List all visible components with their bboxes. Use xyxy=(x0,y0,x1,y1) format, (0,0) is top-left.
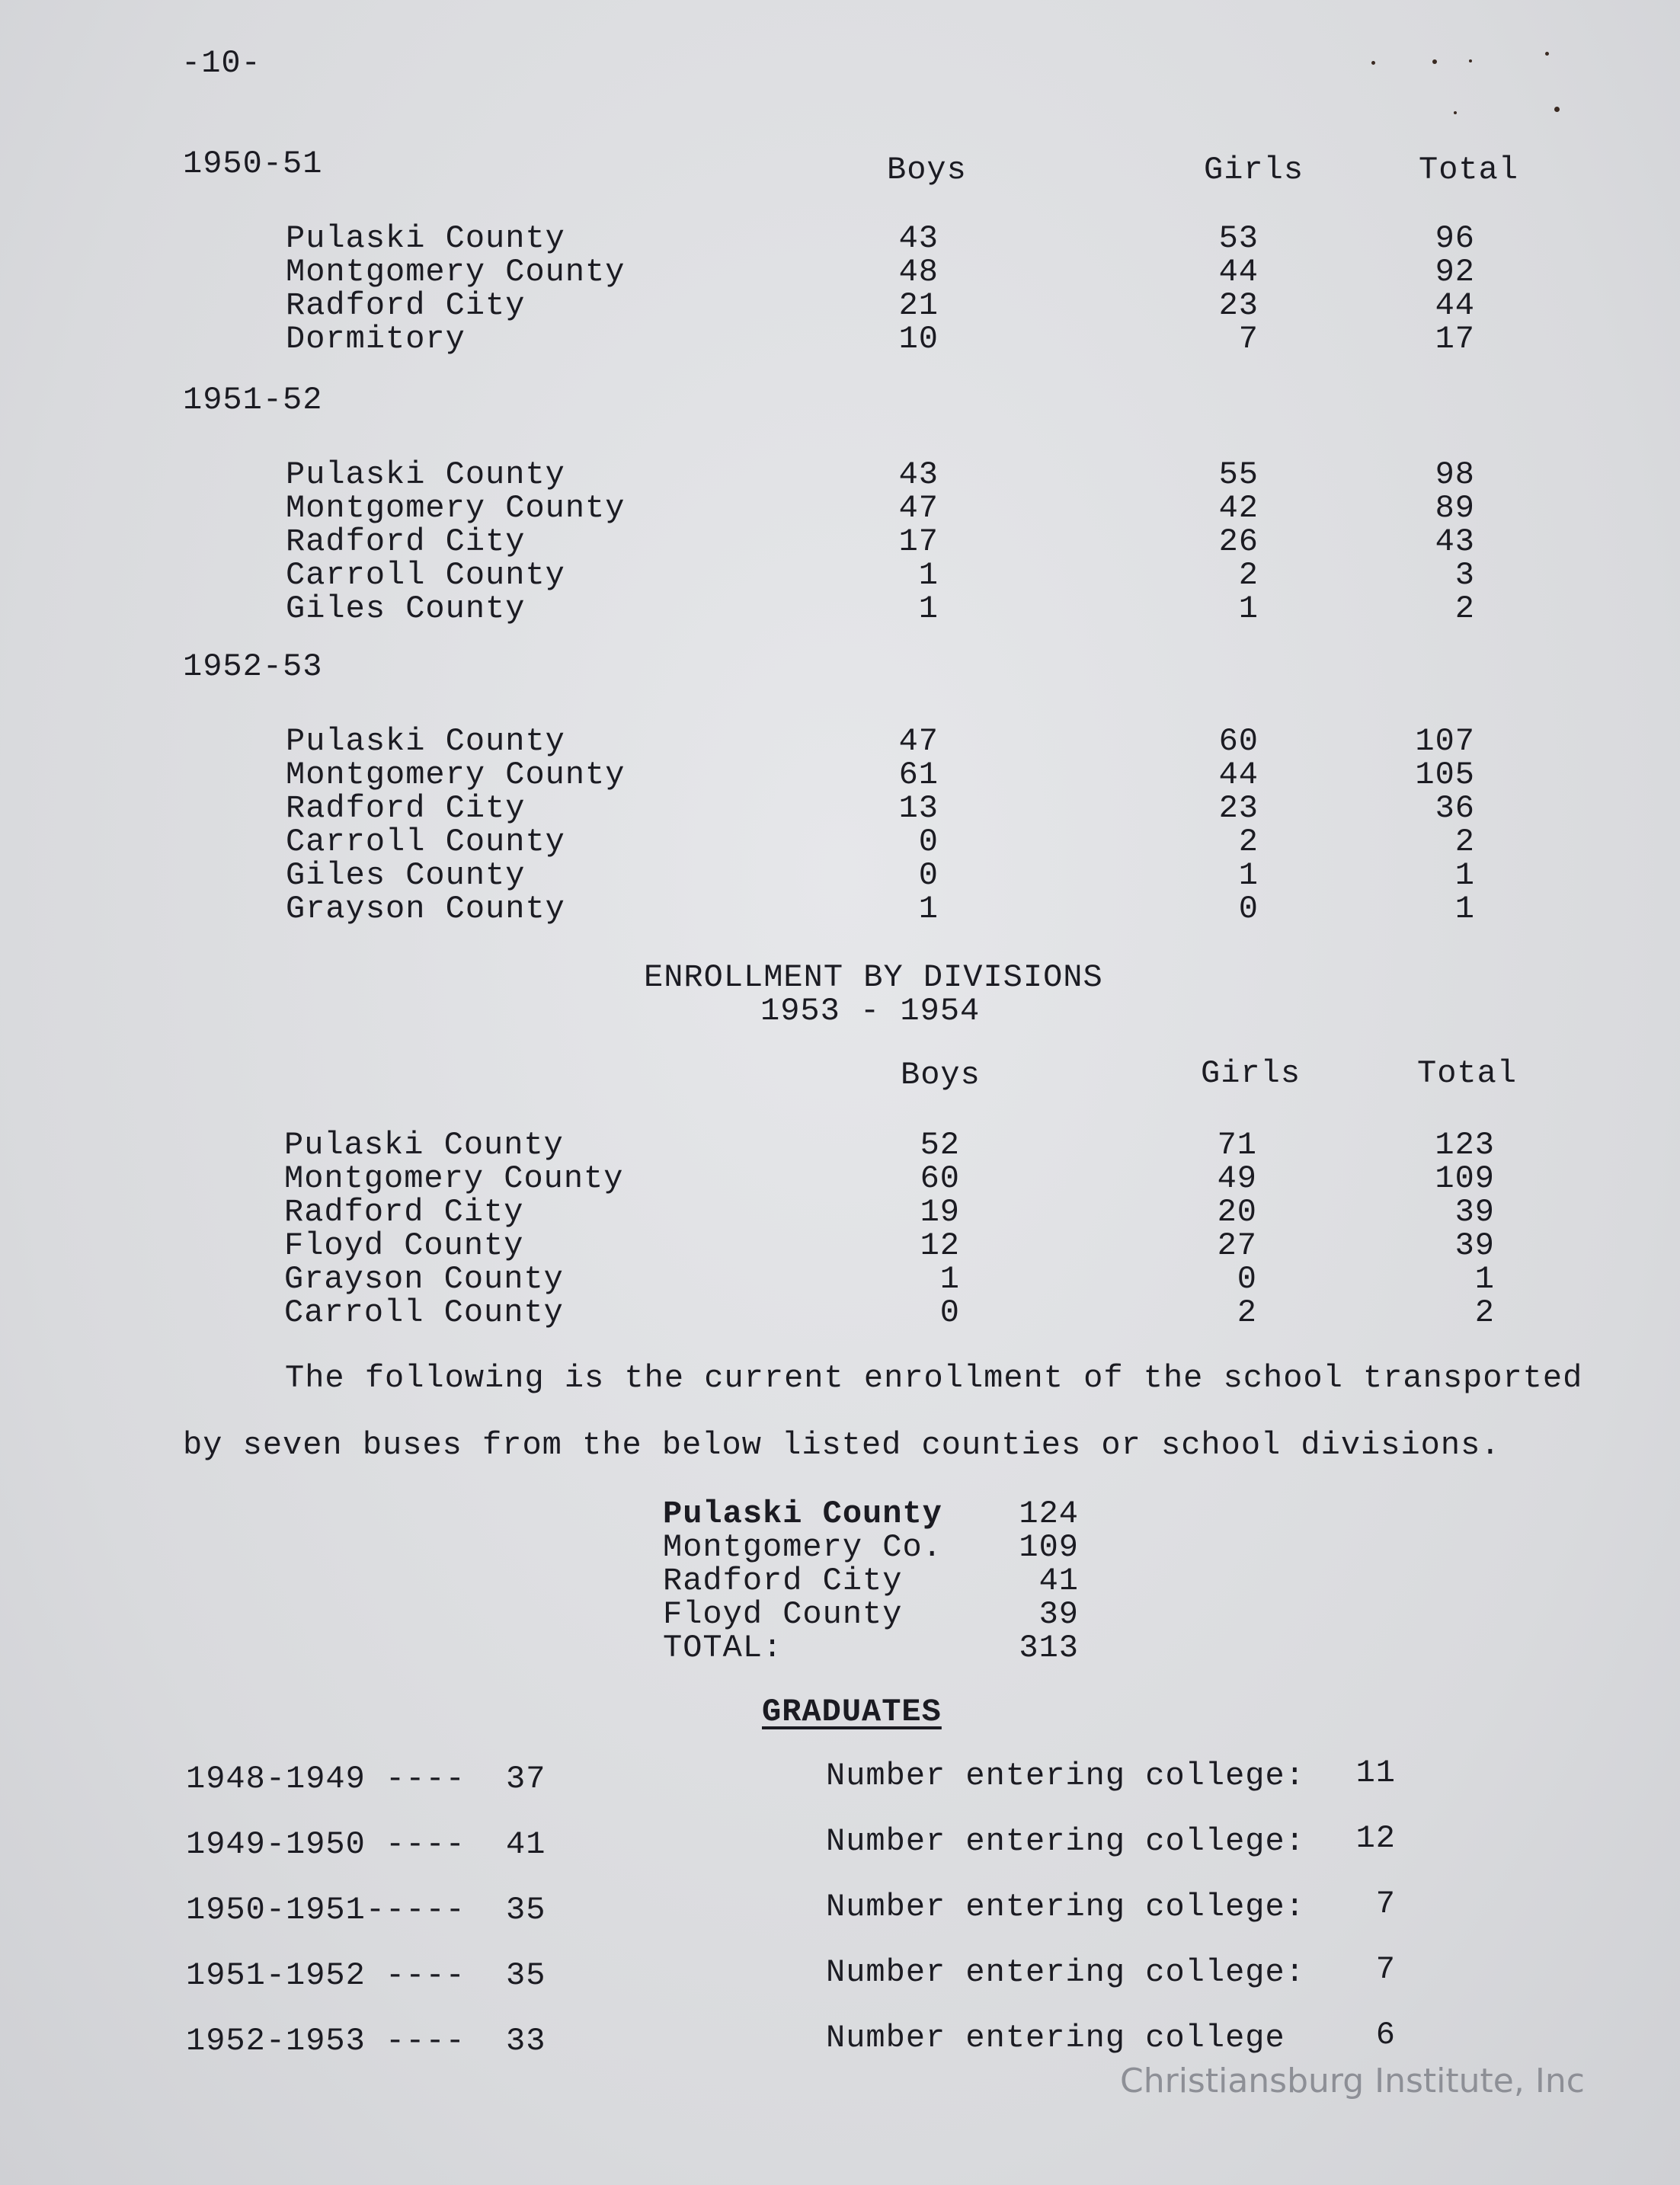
table-cell-total: 96 xyxy=(1435,220,1475,257)
table-cell-girls: 23 xyxy=(1218,287,1259,324)
table-cell-boys: 13 xyxy=(898,790,939,827)
table-row-name: Radford City xyxy=(286,790,526,827)
table-cell-boys: 1 xyxy=(918,891,939,927)
table-cell-girls: 53 xyxy=(1218,220,1259,257)
table-cell-total: 44 xyxy=(1435,287,1475,324)
table-cell-total: 105 xyxy=(1415,757,1475,793)
table-row-name: Pulaski County xyxy=(286,723,565,760)
table-cell-girls: 55 xyxy=(1218,456,1259,493)
paper-speck xyxy=(1371,61,1375,65)
graduates-count: 37 xyxy=(506,1761,546,1797)
paragraph-line: The following is the current enrollment of the school transported xyxy=(285,1360,1583,1396)
bus-row-value: 41 xyxy=(1038,1563,1079,1599)
graduates-college-count: 11 xyxy=(1355,1755,1396,1791)
table-row-name: Grayson County xyxy=(286,891,565,927)
divisions-title: ENROLLMENT BY DIVISIONS xyxy=(644,959,1103,996)
divisions-year: 1953 - 1954 xyxy=(760,993,981,1029)
table-cell-boys: 1 xyxy=(918,590,939,627)
graduates-count: 33 xyxy=(506,2023,546,2059)
graduates-label: Number entering college: xyxy=(826,1758,1305,1794)
table-cell-girls: 26 xyxy=(1218,523,1259,560)
table-cell-total: 43 xyxy=(1435,523,1475,560)
table-cell-total: 123 xyxy=(1435,1127,1495,1163)
table-cell-boys: 10 xyxy=(898,321,939,357)
table-cell-girls: 44 xyxy=(1218,254,1259,290)
watermark: Christiansburg Institute, Inc xyxy=(1120,2062,1585,2100)
graduates-college-count: 7 xyxy=(1375,1951,1396,1988)
table-row-name: Radford City xyxy=(286,287,526,324)
graduates-college-count: 6 xyxy=(1375,2017,1396,2053)
graduates-year: 1949-1950 ---- xyxy=(186,1826,466,1863)
table-cell-boys: 12 xyxy=(920,1227,960,1264)
paper-speck xyxy=(1545,52,1549,56)
paper-speck xyxy=(1469,59,1472,62)
table-cell-boys: 0 xyxy=(918,857,939,894)
divisions-header-boys: Boys xyxy=(901,1057,981,1093)
graduates-year: 1948-1949 ---- xyxy=(186,1761,466,1797)
table-cell-girls: 44 xyxy=(1218,757,1259,793)
section-year-heading: 1952-53 xyxy=(183,648,323,685)
graduates-college-count: 7 xyxy=(1375,1886,1396,1922)
table-cell-girls: 1 xyxy=(1238,857,1259,894)
bus-row-value: 109 xyxy=(1019,1529,1079,1566)
table-row-name: Pulaski County xyxy=(286,456,565,493)
section-year-heading: 1951-52 xyxy=(183,382,323,418)
paragraph-line: by seven buses from the below listed counties or school divisions. xyxy=(183,1427,1501,1464)
table-row-name: Radford City xyxy=(284,1194,524,1230)
table-cell-total: 39 xyxy=(1454,1194,1495,1230)
table-row-name: Pulaski County xyxy=(286,220,565,257)
graduates-label: Number entering college: xyxy=(826,1823,1305,1860)
table-row-name: Giles County xyxy=(286,857,526,894)
bus-row-name: TOTAL: xyxy=(663,1630,783,1666)
table-cell-boys: 60 xyxy=(920,1160,960,1197)
table-cell-boys: 48 xyxy=(898,254,939,290)
graduates-count: 41 xyxy=(506,1826,546,1863)
table-cell-boys: 52 xyxy=(920,1127,960,1163)
table-cell-boys: 0 xyxy=(918,824,939,860)
bus-row-name: Floyd County xyxy=(663,1596,903,1633)
graduates-year: 1951-1952 ---- xyxy=(186,1957,466,1994)
page-number: -10- xyxy=(181,45,261,82)
table-cell-total: 3 xyxy=(1454,557,1475,593)
table-cell-girls: 27 xyxy=(1217,1227,1257,1264)
graduates-year: 1950-1951----- xyxy=(186,1892,466,1928)
table-cell-girls: 20 xyxy=(1217,1194,1257,1230)
table-cell-boys: 1 xyxy=(939,1261,960,1297)
table-cell-girls: 60 xyxy=(1218,723,1259,760)
table-row-name: Radford City xyxy=(286,523,526,560)
table-cell-girls: 1 xyxy=(1238,590,1259,627)
paper-speck xyxy=(1554,107,1560,112)
graduates-title: GRADUATES xyxy=(762,1694,942,1730)
table-row-name: Dormitory xyxy=(286,321,466,357)
table-row-name: Montgomery County xyxy=(286,254,626,290)
section-year-heading: 1950-51 xyxy=(183,146,323,182)
column-header-boys: Boys xyxy=(887,152,967,188)
table-row-name: Pulaski County xyxy=(284,1127,564,1163)
divisions-header-girls: Girls xyxy=(1201,1055,1301,1092)
table-cell-boys: 47 xyxy=(898,723,939,760)
table-cell-total: 1 xyxy=(1454,857,1475,894)
table-cell-total: 36 xyxy=(1435,790,1475,827)
graduates-count: 35 xyxy=(506,1892,546,1928)
column-header-total: Total xyxy=(1419,152,1519,188)
table-cell-boys: 47 xyxy=(898,490,939,526)
graduates-label: Number entering college: xyxy=(826,1889,1305,1925)
graduates-college-count: 12 xyxy=(1355,1820,1396,1857)
table-row-name: Grayson County xyxy=(284,1261,564,1297)
table-cell-girls: 49 xyxy=(1217,1160,1257,1197)
table-cell-boys: 43 xyxy=(898,220,939,257)
table-cell-girls: 2 xyxy=(1237,1294,1257,1331)
bus-row-value: 124 xyxy=(1019,1496,1079,1532)
table-cell-girls: 7 xyxy=(1238,321,1259,357)
table-cell-girls: 0 xyxy=(1237,1261,1257,1297)
table-cell-total: 107 xyxy=(1415,723,1475,760)
table-row-name: Montgomery County xyxy=(286,757,626,793)
table-cell-girls: 71 xyxy=(1217,1127,1257,1163)
table-cell-boys: 19 xyxy=(920,1194,960,1230)
table-row-name: Floyd County xyxy=(284,1227,524,1264)
column-header-girls: Girls xyxy=(1204,152,1304,188)
graduates-label: Number entering college: xyxy=(826,1954,1305,1991)
table-cell-total: 2 xyxy=(1454,824,1475,860)
bus-row-name: Radford City xyxy=(663,1563,903,1599)
table-cell-boys: 21 xyxy=(898,287,939,324)
graduates-label: Number entering college xyxy=(826,2020,1285,2056)
table-cell-girls: 0 xyxy=(1238,891,1259,927)
divisions-header-total: Total xyxy=(1417,1055,1518,1092)
table-row-name: Giles County xyxy=(286,590,526,627)
table-row-name: Carroll County xyxy=(286,557,565,593)
table-cell-total: 98 xyxy=(1435,456,1475,493)
table-cell-girls: 2 xyxy=(1238,824,1259,860)
table-cell-boys: 61 xyxy=(898,757,939,793)
paper-speck xyxy=(1432,59,1437,64)
table-cell-total: 1 xyxy=(1474,1261,1495,1297)
table-cell-total: 39 xyxy=(1454,1227,1495,1264)
table-cell-total: 109 xyxy=(1435,1160,1495,1197)
table-cell-boys: 1 xyxy=(918,557,939,593)
table-cell-boys: 17 xyxy=(898,523,939,560)
graduates-count: 35 xyxy=(506,1957,546,1994)
table-row-name: Montgomery County xyxy=(286,490,626,526)
table-cell-boys: 0 xyxy=(939,1294,960,1331)
bus-row-value: 313 xyxy=(1019,1630,1079,1666)
table-row-name: Carroll County xyxy=(286,824,565,860)
table-cell-boys: 43 xyxy=(898,456,939,493)
bus-row-name: Pulaski County xyxy=(663,1496,942,1532)
paper-speck xyxy=(1454,111,1457,114)
bus-row-name: Montgomery Co. xyxy=(663,1529,942,1566)
table-row-name: Carroll County xyxy=(284,1294,564,1331)
table-cell-total: 2 xyxy=(1454,590,1475,627)
table-cell-girls: 2 xyxy=(1238,557,1259,593)
table-cell-girls: 23 xyxy=(1218,790,1259,827)
graduates-year: 1952-1953 ---- xyxy=(186,2023,466,2059)
table-cell-total: 17 xyxy=(1435,321,1475,357)
bus-row-value: 39 xyxy=(1038,1596,1079,1633)
table-cell-total: 89 xyxy=(1435,490,1475,526)
table-cell-total: 1 xyxy=(1454,891,1475,927)
table-cell-girls: 42 xyxy=(1218,490,1259,526)
table-row-name: Montgomery County xyxy=(284,1160,624,1197)
table-cell-total: 2 xyxy=(1474,1294,1495,1331)
table-cell-total: 92 xyxy=(1435,254,1475,290)
